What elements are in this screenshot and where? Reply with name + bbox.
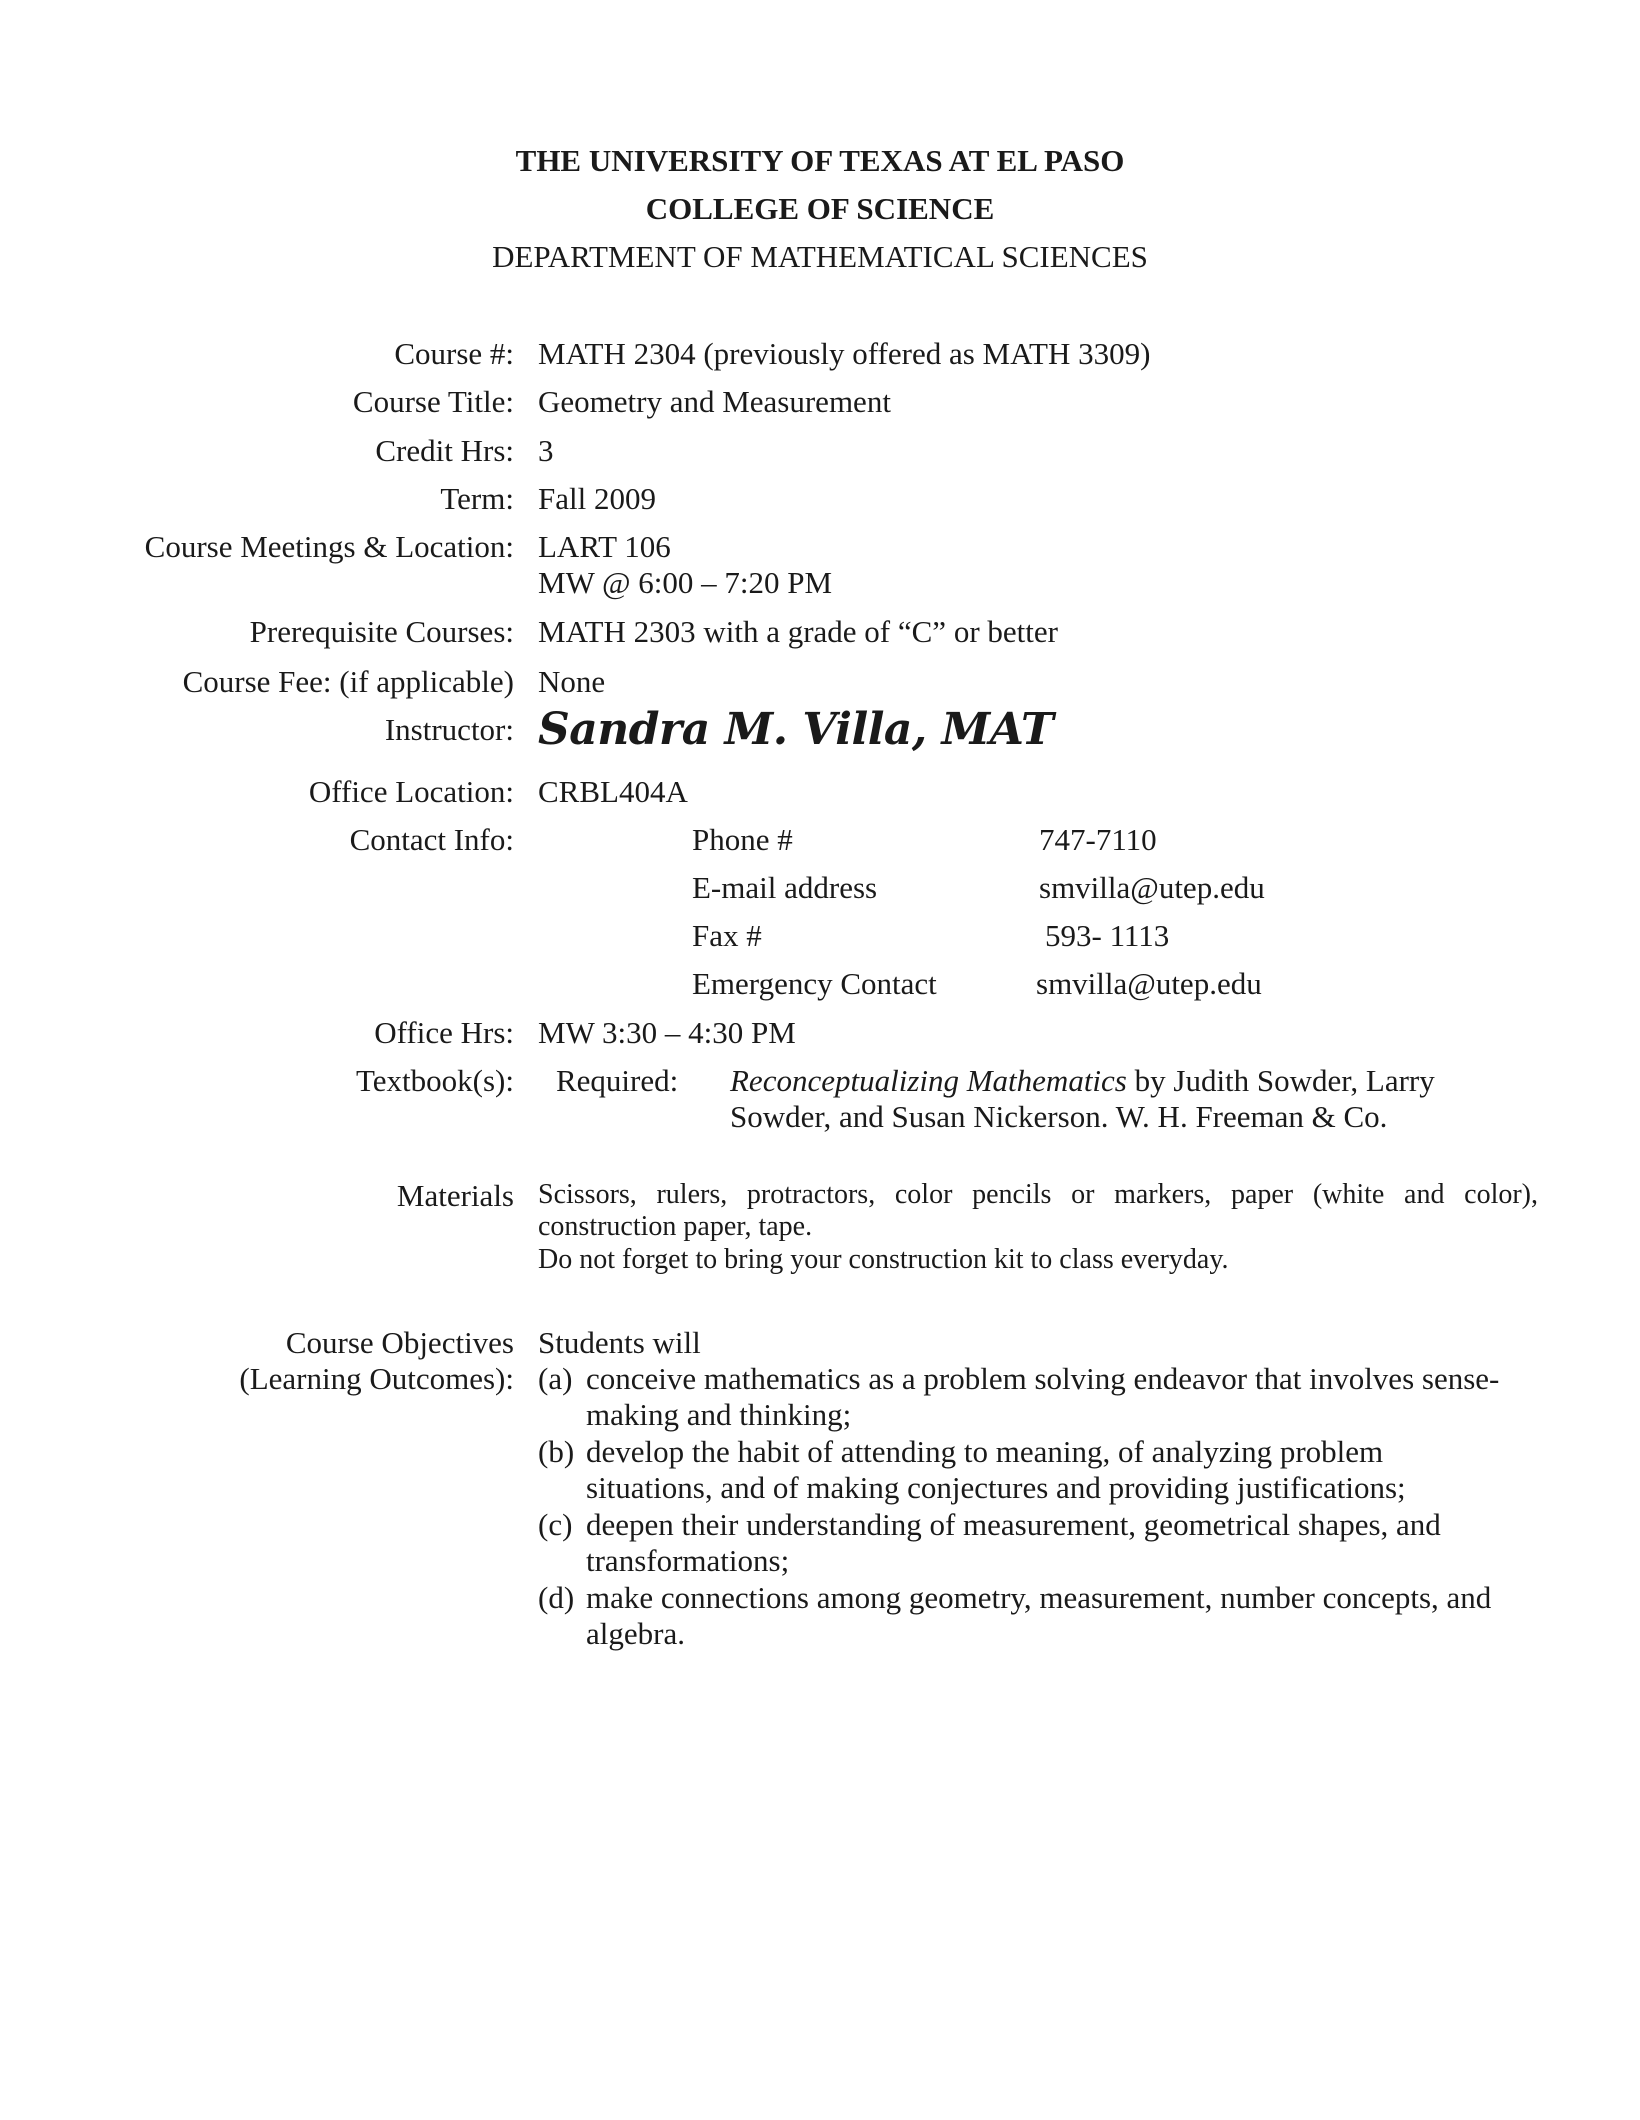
textbook-authors: by Judith Sowder, Larry bbox=[1126, 1063, 1435, 1098]
course-fee-label: Course Fee: (if applicable) bbox=[182, 664, 514, 699]
credit-hours-value: 3 bbox=[538, 433, 554, 468]
objective-tag: (c) bbox=[538, 1507, 573, 1542]
course-fee-value: None bbox=[538, 664, 606, 699]
materials-line1: Scissors, rulers, protractors, color pencils or markers, paper (white and color), bbox=[538, 1179, 1538, 1210]
objective-text-line: conceive mathematics as a problem solving endeavor that involves sense- bbox=[586, 1361, 1500, 1396]
contact-email-value: smvilla@utep.edu bbox=[1039, 870, 1265, 905]
materials-label: Materials bbox=[396, 1178, 514, 1213]
office-location-value: CRBL404A bbox=[538, 774, 688, 809]
course-number-label: Course #: bbox=[394, 336, 514, 371]
contact-key: E-mail address bbox=[692, 870, 878, 905]
objective-text-line: develop the habit of attending to meaning, of analyzing problem bbox=[586, 1434, 1384, 1469]
course-title-label: Course Title: bbox=[352, 384, 514, 419]
meetings-location-value: LART 106 bbox=[538, 529, 671, 564]
objective-text-line: making and thinking; bbox=[586, 1397, 852, 1432]
contact-key: Emergency Contact bbox=[692, 966, 937, 1001]
objective-text-line: situations, and of making conjectures and providing justifications; bbox=[586, 1470, 1406, 1505]
term-label: Term: bbox=[440, 481, 514, 516]
contact-phone-value: 747-7110 bbox=[1039, 822, 1157, 857]
course-title-value: Geometry and Measurement bbox=[538, 384, 891, 419]
textbook-citation-line2: Sowder, and Susan Nickerson. W. H. Freeman & Co. bbox=[730, 1099, 1388, 1134]
objectives-intro: Students will bbox=[538, 1325, 701, 1360]
contact-key: Fax # bbox=[692, 918, 762, 953]
prerequisite-label: Prerequisite Courses: bbox=[249, 614, 514, 649]
objective-text-line: transformations; bbox=[586, 1543, 790, 1578]
prerequisite-value: MATH 2303 with a grade of “C” or better bbox=[538, 614, 1058, 649]
objective-text-line: algebra. bbox=[586, 1616, 685, 1651]
office-hours-label: Office Hrs: bbox=[374, 1015, 514, 1050]
credit-hours-label: Credit Hrs: bbox=[375, 433, 514, 468]
office-location-label: Office Location: bbox=[308, 774, 514, 809]
textbook-label: Textbook(s): bbox=[356, 1063, 514, 1098]
department-heading: DEPARTMENT OF MATHEMATICAL SCIENCES bbox=[492, 239, 1148, 274]
objective-tag: (d) bbox=[538, 1580, 575, 1615]
university-heading: THE UNIVERSITY OF TEXAS AT EL PASO bbox=[515, 143, 1125, 178]
instructor-name-value: Sandra M. Villa, MAT bbox=[538, 704, 1054, 755]
objective-tag: (a) bbox=[538, 1361, 573, 1396]
course-number-value: MATH 2304 (previously offered as MATH 3309) bbox=[538, 336, 1151, 371]
meetings-label: Course Meetings & Location: bbox=[144, 529, 514, 564]
term-value: Fall 2009 bbox=[538, 481, 656, 516]
contact-emergency-value: smvilla@utep.edu bbox=[1036, 966, 1262, 1001]
office-hours-value: MW 3:30 – 4:30 PM bbox=[538, 1015, 796, 1050]
materials-line3: Do not forget to bring your construction kit to class everyday. bbox=[538, 1244, 1229, 1275]
textbook-citation-line1 bbox=[730, 1065, 1435, 1096]
objective-tag: (b) bbox=[538, 1434, 575, 1469]
instructor-label: Instructor: bbox=[384, 712, 514, 747]
college-heading: COLLEGE OF SCIENCE bbox=[645, 191, 995, 226]
objective-text-line: deepen their understanding of measurement, geometrical shapes, and bbox=[586, 1507, 1441, 1542]
objective-text-line: make connections among geometry, measurement, number concepts, and bbox=[586, 1580, 1492, 1615]
textbook-title: Reconceptualizing Mathematics bbox=[730, 1063, 1127, 1098]
materials-line2: construction paper, tape. bbox=[538, 1211, 813, 1242]
meetings-time-value: MW @ 6:00 – 7:20 PM bbox=[538, 565, 833, 600]
contact-key: Phone # bbox=[692, 822, 793, 857]
objectives-label: Course Objectives bbox=[285, 1325, 514, 1360]
learning-outcomes-label: (Learning Outcomes): bbox=[239, 1361, 514, 1396]
contact-fax-value: 593- 1113 bbox=[1045, 918, 1170, 953]
textbook-required-label: Required: bbox=[556, 1063, 679, 1098]
contact-info-label: Contact Info: bbox=[349, 822, 514, 857]
